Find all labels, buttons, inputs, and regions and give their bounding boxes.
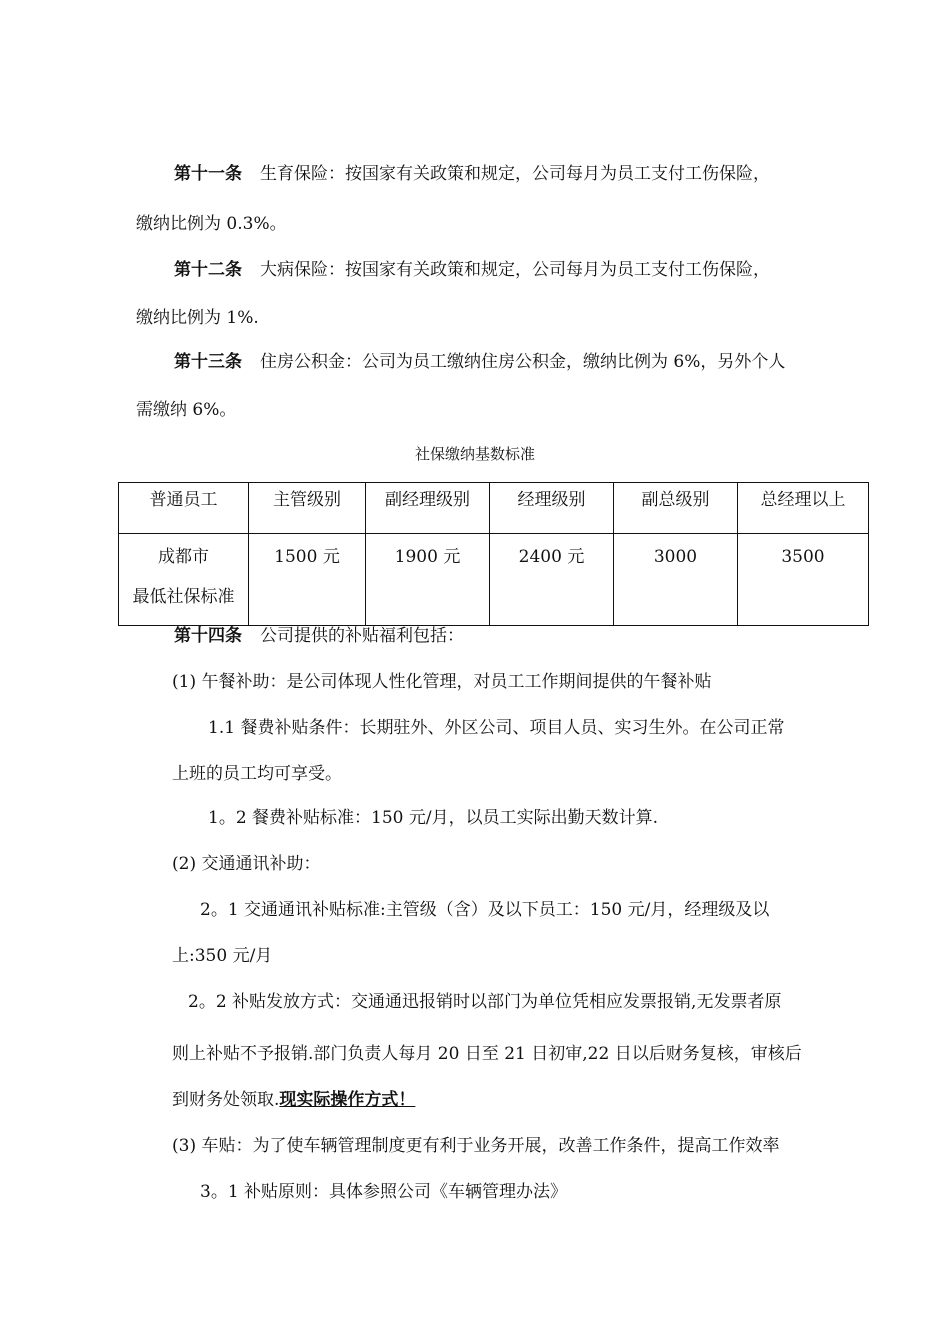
table-header-cell: 总经理以上 xyxy=(738,483,869,534)
list-item-2-1b: 上:350 元/月 xyxy=(172,946,273,966)
list-item-transport: (2) 交通通讯补助： xyxy=(172,854,321,874)
table-row xyxy=(119,534,869,626)
table-header-cell: 主管级别 xyxy=(249,483,366,534)
social-insurance-table xyxy=(118,482,869,626)
table-cell xyxy=(366,534,490,626)
list-item-lunch: (1) 午餐补助：是公司体现人性化管理，对员工工作期间提供的午餐补贴 xyxy=(172,672,712,692)
table-header-row xyxy=(119,483,869,534)
table-cell xyxy=(490,534,614,626)
list-item-vehicle: (3) 车贴：为了使车辆管理制度更有利于业务开展，改善工作条件，提高工作效率 xyxy=(172,1136,780,1156)
row-label-line2: 最低社保标准 xyxy=(132,587,235,607)
article-14-line xyxy=(174,624,464,648)
article-13-line2: 需缴纳 6%。 xyxy=(136,400,237,420)
article-13-text: 住房公积金：公司为员工缴纳住房公积金，缴纳比例为 6%，另外个人 xyxy=(260,352,786,372)
table-cell xyxy=(738,534,869,626)
table-header-cell: 经理级别 xyxy=(490,483,614,534)
article-12-line2: 缴纳比例为 1%. xyxy=(136,308,259,328)
list-item-2-2a: 2。2 补贴发放方式：交通通迅报销时以部门为单位凭相应发票报销,无发票者原 xyxy=(188,992,782,1012)
article-14-label: 第十四条 xyxy=(174,626,242,646)
cell-value: 3000 xyxy=(653,547,698,567)
article-12-label: 第十二条 xyxy=(174,260,242,280)
list-item-2-1a: 2。1 交通通讯补贴标准:主管级（含）及以下员工：150 元/月，经理级及以 xyxy=(200,900,770,920)
table-row-label xyxy=(119,534,249,626)
article-11-text: 生育保险：按国家有关政策和规定，公司每月为员工支付工伤保险， xyxy=(260,164,770,184)
list-item-3-1: 3。1 补贴原则：具体参照公司《车辆管理办法》 xyxy=(200,1182,568,1202)
list-item-1-1b: 上班的员工均可享受。 xyxy=(172,764,342,784)
table-caption: 社保缴纳基数标准 xyxy=(414,445,535,463)
table-header-cell: 副经理级别 xyxy=(366,483,490,534)
article-11-line2: 缴纳比例为 0.3%。 xyxy=(136,214,287,234)
article-14-text: 公司提供的补贴福利包括： xyxy=(260,626,464,646)
article-13-label: 第十三条 xyxy=(174,352,242,372)
list-item-2-2c xyxy=(172,1088,415,1112)
list-item-2-2c-text: 到财务处领取. xyxy=(172,1090,280,1110)
row-label-line1: 成都市 xyxy=(158,547,209,567)
article-12-text: 大病保险：按国家有关政策和规定，公司每月为员工支付工伤保险， xyxy=(260,260,770,280)
article-11-label: 第十一条 xyxy=(174,164,242,184)
table-header-cell: 副总级别 xyxy=(614,483,738,534)
cell-value: 2400 元 xyxy=(518,547,585,567)
table-cell xyxy=(249,534,366,626)
cell-value: 3500 xyxy=(781,547,825,567)
list-item-1-2: 1。2 餐费补贴标准：150 元/月，以员工实际出勤天数计算. xyxy=(208,808,659,828)
cell-value: 1500 元 xyxy=(274,547,340,567)
list-item-1-1a: 1.1 餐费补贴条件：长期驻外、外区公司、项目人员、实习生外。在公司正常 xyxy=(208,718,785,738)
article-11-line1 xyxy=(174,162,770,186)
article-13-line1 xyxy=(174,350,785,374)
table-header-cell: 普通员工 xyxy=(119,483,249,534)
emphasis-underlined: 现实际操作方式！ xyxy=(279,1090,416,1110)
list-item-2-2b: 则上补贴不予报销.部门负责人每月 20 日至 21 日初审,22 日以后财务复核，审核后 xyxy=(172,1044,802,1064)
table-cell xyxy=(614,534,738,626)
cell-value: 1900 元 xyxy=(394,547,461,567)
article-12-line1 xyxy=(174,258,770,282)
